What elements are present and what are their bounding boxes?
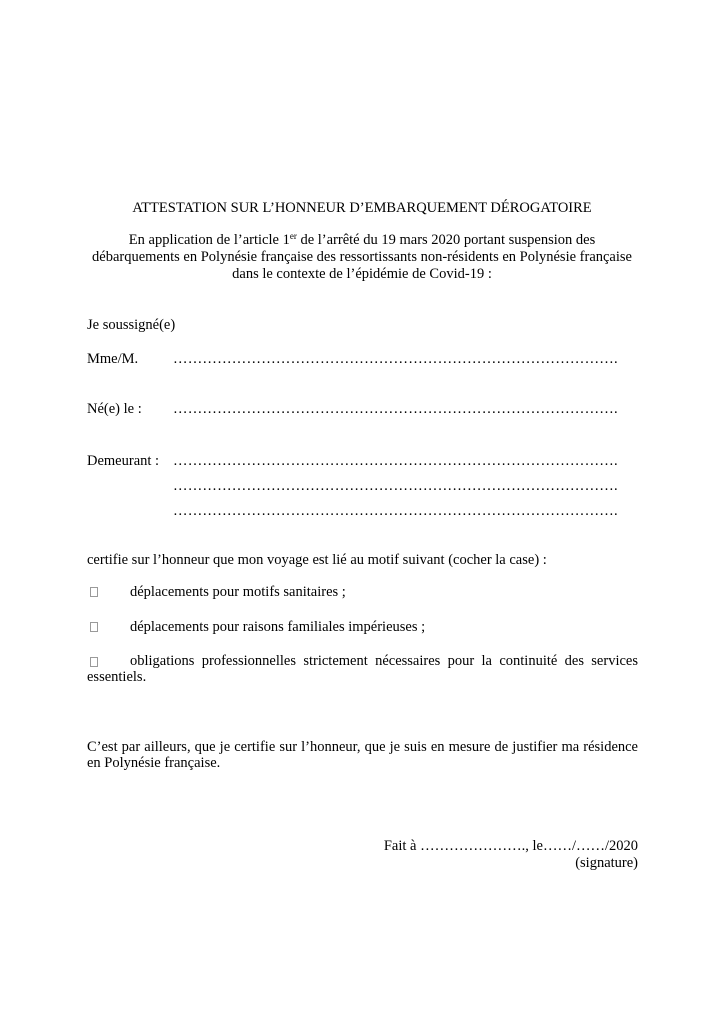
intro-line-2: débarquements en Polynésie française des ressortissants non-résidents en Polynésie française <box>92 249 632 265</box>
address-label: Demeurant : <box>87 453 160 469</box>
option-family-checkbox[interactable] <box>90 622 98 632</box>
option-professional-line-2: essentiels. <box>87 669 147 685</box>
residence-line-2: en Polynésie française. <box>87 755 221 771</box>
undersigned-label: Je soussigné(e) <box>87 317 176 333</box>
place-date-line[interactable]: Fait à …………………., le……/……/2020 <box>383 838 638 854</box>
residence-paragraph <box>87 739 638 771</box>
born-field[interactable]: ………………………………………………………………………………. <box>173 401 618 417</box>
intro-superscript: er <box>289 231 297 241</box>
option-sanitary-checkbox[interactable] <box>90 587 98 597</box>
residence-line-1: C’est par ailleurs, que je certifie sur l’honneur, que je suis en mesure de justifier ma résidence <box>87 739 638 755</box>
address-field-1[interactable]: ………………………………………………………………………………. <box>173 453 618 469</box>
option-family-label: déplacements pour raisons familiales impérieuses ; <box>130 619 426 635</box>
document-title: ATTESTATION SUR L’HONNEUR D’EMBARQUEMENT DÉROGATOIRE <box>132 200 592 216</box>
intro-line-1 <box>0 232 724 249</box>
intro-paragraph <box>0 232 724 283</box>
address-field-3[interactable]: ………………………………………………………………………………. <box>173 503 618 519</box>
certify-line: certifie sur l’honneur que mon voyage est lié au motif suivant (cocher la case) : <box>87 552 547 568</box>
intro-line-1-text: En application de l’article 1 <box>128 232 290 248</box>
option-professional-label <box>87 653 638 685</box>
intro-line-1-rest: de l’arrêté du 19 mars 2020 portant suspension des <box>296 232 596 248</box>
signature-label: (signature) <box>575 855 638 871</box>
option-professional-line-1: obligations professionnelles strictement nécessaires pour la continuité des services <box>130 653 638 669</box>
intro-line-3: dans le contexte de l’épidémie de Covid-19 : <box>232 266 492 282</box>
name-field[interactable]: ………………………………………………………………………………. <box>173 351 618 367</box>
name-label: Mme/M. <box>87 351 139 367</box>
born-label: Né(e) le : <box>87 401 142 417</box>
option-sanitary-label: déplacements pour motifs sanitaires ; <box>130 584 346 600</box>
address-field-2[interactable]: ………………………………………………………………………………. <box>173 478 618 494</box>
